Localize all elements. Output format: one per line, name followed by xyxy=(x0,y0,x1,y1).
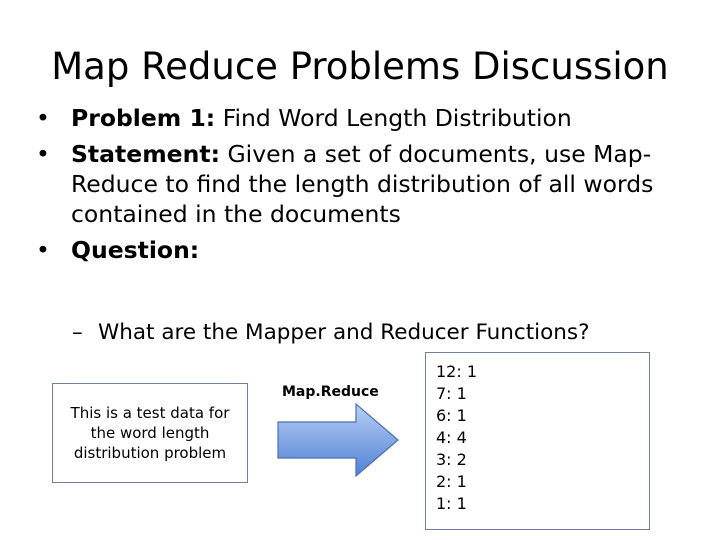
bullet-dot: • xyxy=(36,140,50,168)
sub-bullet xyxy=(72,318,692,348)
bullet-list xyxy=(36,103,696,271)
bullet-label: Question: xyxy=(71,236,200,264)
output-line: 1: 1 xyxy=(436,494,467,513)
output-line: 12: 1 xyxy=(436,362,478,381)
output-line: 2: 1 xyxy=(436,472,467,491)
input-text: This is a test data for the word length distribution problem xyxy=(70,404,230,462)
bullet-dot: • xyxy=(36,104,50,132)
output-line: 6: 1 xyxy=(436,406,467,425)
bullet-label: Problem 1: xyxy=(71,104,216,132)
sub-bullet-text: What are the Mapper and Reducer Functions? xyxy=(98,320,590,345)
bullet-statement xyxy=(36,139,696,229)
bullet-text: Given a set of documents, use Map-Reduce to find the length distribution of all words contained in the documents xyxy=(71,140,654,228)
output-line: 7: 1 xyxy=(436,384,467,403)
right-arrow-icon xyxy=(276,402,400,478)
sub-bullet-dash: – xyxy=(72,320,83,345)
output-line: 3: 2 xyxy=(436,450,467,469)
output-line: 4: 4 xyxy=(436,428,467,447)
bullet-text: Find Word Length Distribution xyxy=(222,104,572,132)
bullet-problem xyxy=(36,103,696,133)
input-text-box xyxy=(52,383,248,483)
output-lines xyxy=(436,361,649,515)
bullet-label: Statement: xyxy=(71,140,220,168)
arrow-shape xyxy=(278,404,398,476)
arrow-label: Map.Reduce xyxy=(282,384,379,400)
slide-title: Map Reduce Problems Discussion xyxy=(51,45,669,88)
bullet-question xyxy=(36,235,696,265)
bullet-dot: • xyxy=(36,236,50,264)
output-result-box xyxy=(425,352,650,530)
